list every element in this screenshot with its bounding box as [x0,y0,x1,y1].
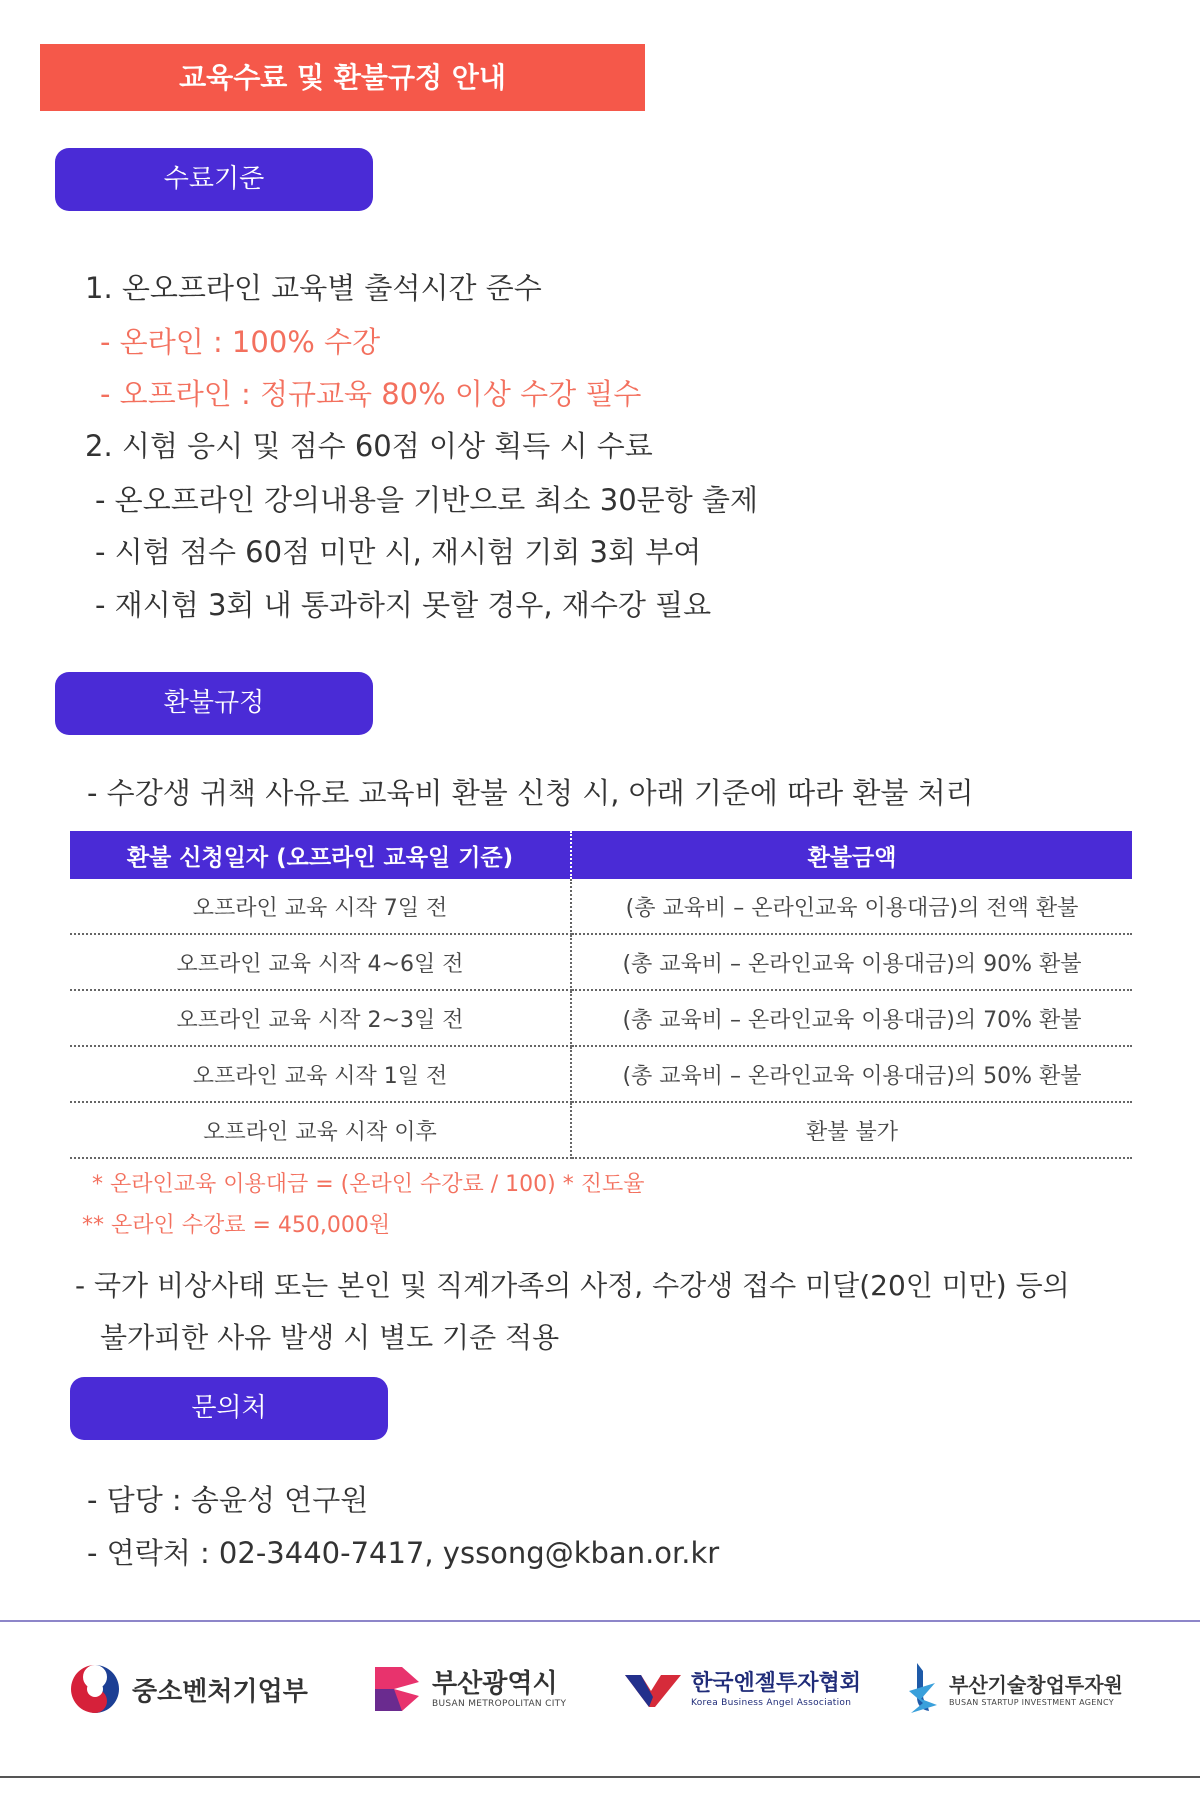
taegeuk-icon [68,1662,122,1716]
table-row [70,1102,1132,1158]
refund-amount-cell: (총 교육비 – 온라인교육 이용대금)의 70% 환불 [571,990,1132,1046]
section-label-completion: 수료기준 [55,148,373,211]
logo-busan-text: 부산광역시 [432,1669,558,1699]
refund-extra-line: - 국가 비상사태 또는 본인 및 직계가족의 사정, 수강생 접수 미달(20인 미만) 등의 [75,1269,1070,1302]
busan-logo-icon [372,1664,422,1714]
logo-busan [372,1660,566,1718]
table-row [70,934,1132,990]
refund-date-cell: 오프라인 교육 시작 이후 [70,1102,571,1158]
logo-bsia-text: 부산기술창업투자원 [949,1672,1123,1697]
refund-amount-cell: (총 교육비 – 온라인교육 이용대금)의 50% 환불 [571,1046,1132,1102]
refund-date-cell: 오프라인 교육 시작 7일 전 [70,879,571,934]
completion-line: - 재시험 3회 내 통과하지 못할 경우, 재수강 필요 [95,588,712,622]
refund-intro: - 수강생 귀책 사유로 교육비 환불 신청 시, 아래 기준에 따라 환불 처리 [87,776,974,810]
completion-line: - 온오프라인 강의내용을 기반으로 최소 30문항 출제 [95,483,758,517]
completion-line: 2. 시험 응시 및 점수 60점 이상 획득 시 수료 [85,429,653,463]
refund-table [70,831,1132,1159]
logo-busan-subtext: BUSAN METROPOLITAN CITY [432,1699,567,1709]
completion-line-offline: - 오프라인 : 정규교육 80% 이상 수강 필수 [100,377,642,411]
refund-table-header-date: 환불 신청일자 (오프라인 교육일 기준) [70,831,571,879]
refund-date-cell: 오프라인 교육 시작 1일 전 [70,1046,571,1102]
refund-extra-line: 불가피한 사유 발생 시 별도 기준 적용 [100,1321,560,1354]
refund-date-cell: 오프라인 교육 시작 4~6일 전 [70,934,571,990]
section-label-contact: 문의처 [70,1377,388,1440]
completion-line-online: - 온라인 : 100% 수강 [100,325,381,359]
logo-bsia-subtext: BUSAN STARTUP INVESTMENT AGENCY [949,1697,1114,1707]
footer-divider [0,1620,1200,1622]
logo-kban [623,1660,861,1718]
logo-mss [68,1660,308,1718]
completion-line: 1. 온오프라인 교육별 출석시간 준수 [85,271,542,305]
logo-kban-text: 한국엔젤투자협회 [691,1671,862,1696]
refund-amount-cell: (총 교육비 – 온라인교육 이용대금)의 90% 환불 [571,934,1132,990]
completion-line: - 시험 점수 60점 미만 시, 재시험 기회 3회 부여 [95,535,702,569]
refund-amount-cell: 환불 불가 [571,1102,1132,1158]
refund-amount-cell: (총 교육비 – 온라인교육 이용대금)의 전액 환불 [571,879,1132,934]
bottom-rule [0,1776,1200,1778]
refund-table-header-row [70,831,1132,879]
table-row [70,1046,1132,1102]
contact-info: - 연락처 : 02-3440-7417, yssong@kban.or.kr [87,1536,720,1570]
refund-date-cell: 오프라인 교육 시작 2~3일 전 [70,990,571,1046]
table-row [70,879,1132,934]
logo-kban-subtext: Korea Business Angel Association [691,1698,852,1708]
refund-note: ** 온라인 수강료 = 450,000원 [82,1213,391,1238]
refund-note: * 온라인교육 이용대금 = (온라인 수강료 / 100) * 진도율 [92,1172,645,1197]
kban-logo-icon [623,1667,683,1711]
page-title-banner: 교육수료 및 환불규정 안내 [40,44,645,111]
logo-mss-text: 중소벤처기업부 [132,1676,308,1707]
contact-person: - 담당 : 송윤성 연구원 [87,1483,369,1517]
logo-bsia [905,1660,1123,1718]
refund-table-header-amount: 환불금액 [571,831,1132,879]
section-label-refund: 환불규정 [55,672,373,735]
bsia-logo-icon [905,1661,941,1717]
table-row [70,990,1132,1046]
